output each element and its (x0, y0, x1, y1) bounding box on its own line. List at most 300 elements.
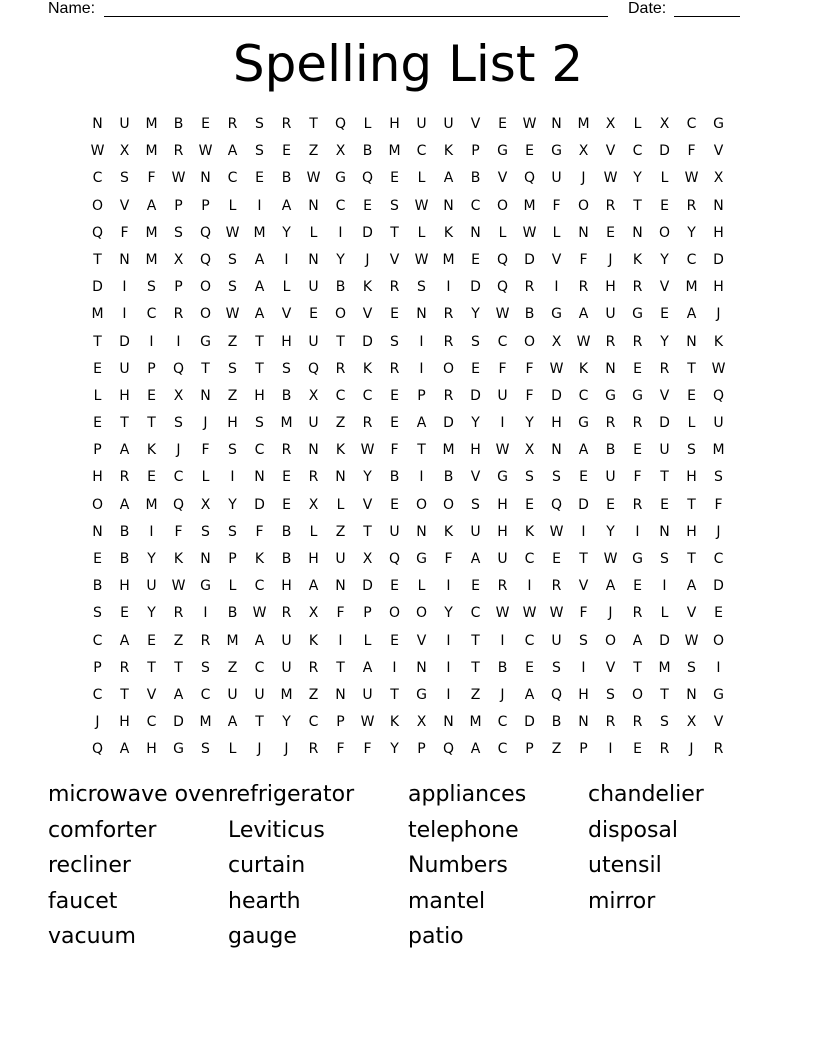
grid-letter: W (90, 143, 105, 160)
grid-letter: A (119, 632, 130, 649)
grid-letter: W (171, 578, 186, 595)
grid-letter: M (442, 251, 455, 268)
grid-letter: J (365, 251, 370, 268)
grid-letter: B (497, 659, 508, 676)
grid-letter: G (605, 387, 616, 404)
grid-letter: Y (147, 551, 156, 567)
grid-letter: R (524, 279, 535, 296)
grid-letter: N (92, 523, 103, 540)
grid-letter: O (199, 279, 212, 296)
grid-letter: Y (471, 415, 480, 432)
grid-letter: S (687, 442, 696, 459)
grid-letter: W (495, 306, 510, 323)
grid-letter: J (608, 605, 613, 622)
grid-letter: P (471, 143, 480, 160)
grid-letter: Q (523, 170, 536, 187)
grid-letter: T (390, 686, 399, 703)
grid-letter: N (254, 469, 265, 486)
grid-letter: V (416, 632, 427, 649)
grid-letter: J (689, 741, 694, 758)
grid-letter: D (173, 714, 184, 731)
grid-letter: Q (172, 496, 185, 513)
grid-letter: H (578, 686, 589, 703)
grid-letter: V (713, 143, 724, 160)
grid-letter: X (119, 143, 130, 160)
grid-letter: R (200, 632, 211, 649)
grid-letter: D (659, 143, 670, 160)
grid-letter: S (228, 360, 237, 377)
grid-letter: U (470, 523, 481, 540)
grid-letter: T (363, 523, 372, 540)
grid-letter: R (173, 306, 184, 323)
grid-letter: C (92, 686, 103, 703)
grid-letter: I (257, 197, 262, 214)
grid-letter: C (713, 551, 724, 567)
grid-letter: W (522, 224, 537, 241)
grid-row (84, 603, 732, 630)
grid-letter: P (417, 741, 426, 758)
grid-letter: O (91, 197, 104, 214)
grid-letter: N (470, 224, 481, 241)
grid-row (84, 277, 732, 304)
grid-letter: N (308, 197, 319, 214)
grid-letter: E (390, 415, 399, 432)
grid-letter: I (149, 523, 154, 540)
grid-letter: B (119, 551, 130, 567)
grid-letter: F (174, 523, 183, 540)
grid-letter: W (603, 170, 618, 187)
grid-letter: C (227, 170, 238, 187)
grid-letter: Z (308, 143, 319, 160)
word-list-item: utensil (588, 853, 662, 878)
grid-letter: T (147, 659, 156, 676)
grid-letter: V (146, 686, 157, 703)
word-list-item (588, 922, 768, 958)
grid-letter: E (633, 578, 642, 595)
grid-letter: I (662, 578, 667, 595)
grid-letter: A (524, 686, 535, 703)
grid-letter: U (713, 415, 724, 432)
grid-letter: L (228, 578, 237, 595)
grid-letter: E (390, 387, 399, 404)
grid-letter: E (390, 578, 399, 595)
grid-letter: I (581, 659, 586, 676)
grid-letter: N (119, 251, 130, 268)
grid-letter: Q (91, 224, 104, 241)
grid-letter: Y (471, 306, 480, 323)
grid-letter: G (551, 143, 562, 160)
grid-letter: E (390, 306, 399, 323)
grid-letter: M (685, 279, 698, 296)
grid-letter: R (389, 360, 400, 377)
grid-letter: D (362, 578, 373, 595)
grid-letter: N (443, 714, 454, 731)
grid-letter: D (551, 387, 562, 404)
grid-letter: L (660, 170, 669, 187)
grid-letter: O (415, 605, 428, 622)
grid-letter: T (660, 469, 669, 486)
grid-letter: R (659, 741, 670, 758)
grid-letter: O (91, 496, 104, 513)
grid-letter: D (470, 387, 481, 404)
grid-letter: M (199, 714, 212, 731)
grid-letter: S (255, 116, 264, 132)
grid-letter: F (336, 605, 345, 622)
grid-letter: C (173, 469, 184, 486)
grid-letter: T (255, 333, 264, 350)
grid-letter: R (281, 116, 292, 132)
grid-row (84, 250, 732, 277)
grid-letter: A (281, 197, 292, 214)
grid-letter: D (659, 415, 670, 432)
grid-letter: W (414, 251, 429, 268)
grid-letter: B (173, 116, 184, 132)
grid-letter: E (390, 496, 399, 513)
grid-letter: T (201, 360, 210, 377)
grid-letter: H (497, 496, 508, 513)
grid-letter: J (581, 170, 586, 187)
grid-letter: C (497, 333, 508, 350)
grid-letter: F (363, 741, 372, 758)
grid-letter: I (230, 469, 235, 486)
grid-letter: W (684, 170, 699, 187)
grid-letter: G (497, 469, 508, 486)
grid-letter: M (712, 442, 725, 459)
grid-letter: Y (606, 523, 615, 540)
grid-letter: I (635, 523, 640, 540)
grid-letter: A (254, 279, 265, 296)
word-list-item: telephone (408, 817, 519, 843)
grid-row (84, 386, 732, 413)
grid-letter: F (390, 442, 399, 459)
grid-letter: C (470, 605, 481, 622)
grid-letter: R (632, 279, 643, 296)
grid-letter: I (527, 578, 532, 595)
grid-letter: C (92, 632, 103, 649)
grid-letter: Q (442, 741, 455, 758)
grid-letter: X (308, 605, 319, 622)
grid-letter: R (713, 741, 724, 758)
grid-letter: O (496, 197, 509, 214)
grid-letter: S (255, 143, 264, 160)
grid-letter: Y (390, 741, 399, 758)
grid-letter: O (442, 360, 455, 377)
word-list-item: disposal (588, 817, 679, 843)
grid-letter: T (471, 632, 480, 649)
grid-letter: T (579, 551, 588, 567)
grid-letter: W (198, 143, 213, 160)
grid-letter: U (362, 686, 373, 703)
grid-letter: X (605, 116, 616, 132)
grid-letter: C (308, 714, 319, 731)
grid-row (84, 549, 732, 576)
grid-letter: Z (227, 387, 238, 404)
grid-letter: L (363, 116, 372, 132)
grid-letter: I (446, 632, 451, 649)
worksheet-header (48, 0, 748, 20)
grid-letter: M (145, 143, 158, 160)
grid-letter: E (147, 632, 156, 649)
grid-letter: B (443, 469, 454, 486)
grid-letter: H (497, 523, 508, 540)
grid-letter: Y (633, 170, 642, 187)
grid-letter: D (578, 496, 589, 513)
grid-letter: J (257, 741, 262, 758)
grid-letter: Z (308, 686, 319, 703)
grid-letter: W (522, 116, 537, 132)
grid-letter: F (687, 143, 696, 160)
grid-letter: I (419, 469, 424, 486)
grid-letter: V (470, 116, 481, 132)
grid-letter: Q (712, 387, 725, 404)
grid-letter: H (119, 578, 130, 595)
grid-letter: Q (91, 741, 104, 758)
grid-letter: X (524, 442, 535, 459)
date-label: Date: (628, 0, 667, 17)
grid-letter: B (335, 279, 346, 296)
grid-letter: O (199, 306, 212, 323)
grid-letter: R (281, 442, 292, 459)
grid-letter: L (552, 224, 561, 241)
grid-letter: H (686, 469, 697, 486)
grid-letter: C (578, 387, 589, 404)
word-list-item: appliances (408, 782, 527, 807)
grid-letter: C (470, 197, 481, 214)
grid-letter: N (551, 442, 562, 459)
grid-letter: T (309, 116, 318, 132)
grid-letter: C (335, 387, 346, 404)
grid-letter: A (227, 714, 238, 731)
grid-letter: E (201, 116, 210, 132)
grid-letter: F (525, 360, 534, 377)
grid-letter: Q (172, 360, 185, 377)
grid-letter: K (632, 251, 643, 268)
grid-letter: X (335, 143, 346, 160)
grid-letter: O (577, 197, 590, 214)
grid-letter: F (498, 360, 507, 377)
grid-letter: U (308, 279, 319, 296)
grid-letter: E (282, 143, 291, 160)
grid-letter: S (606, 686, 615, 703)
grid-letter: B (227, 605, 238, 622)
grid-letter: Z (551, 741, 562, 758)
grid-letter: R (119, 469, 130, 486)
grid-letter: W (549, 605, 564, 622)
grid-letter: S (390, 197, 399, 214)
grid-letter: A (470, 551, 481, 567)
grid-letter: K (389, 714, 400, 731)
grid-letter: U (281, 632, 292, 649)
grid-letter: N (200, 551, 211, 567)
grid-letter: S (552, 469, 561, 486)
grid-letter: I (500, 415, 505, 432)
grid-letter: N (200, 387, 211, 404)
grid-letter: S (552, 659, 561, 676)
grid-letter: N (443, 197, 454, 214)
grid-letter: U (335, 551, 346, 567)
grid-letter: S (201, 741, 210, 758)
grid-letter: E (525, 143, 534, 160)
date-blank-line (674, 16, 740, 17)
grid-letter: N (308, 251, 319, 268)
grid-letter: U (308, 415, 319, 432)
grid-letter: G (173, 741, 184, 758)
grid-letter: I (338, 224, 343, 241)
grid-letter: A (632, 632, 643, 649)
grid-letter: C (686, 116, 697, 132)
grid-letter: K (173, 551, 184, 567)
grid-letter: V (605, 659, 616, 676)
grid-letter: O (712, 632, 725, 649)
grid-letter: H (713, 224, 724, 241)
word-search-grid (84, 114, 732, 767)
grid-letter: W (711, 360, 726, 377)
grid-letter: O (415, 496, 428, 513)
grid-row (84, 168, 732, 195)
grid-letter: G (200, 578, 211, 595)
grid-letter: C (200, 686, 211, 703)
grid-letter: F (336, 741, 345, 758)
grid-letter: C (92, 170, 103, 187)
grid-letter: P (525, 741, 534, 758)
grid-letter: L (417, 224, 426, 241)
grid-letter: P (174, 279, 183, 296)
grid-letter: S (525, 469, 534, 486)
grid-letter: X (713, 170, 724, 187)
grid-row (84, 467, 732, 494)
grid-letter: G (416, 551, 427, 567)
grid-row (84, 141, 732, 168)
grid-letter: X (578, 143, 589, 160)
grid-letter: E (363, 197, 372, 214)
grid-letter: U (254, 686, 265, 703)
grid-letter: E (282, 469, 291, 486)
word-list-item: Leviticus (228, 817, 325, 843)
grid-letter: V (281, 306, 292, 323)
grid-letter: C (686, 251, 697, 268)
grid-letter: U (497, 551, 508, 567)
grid-letter: L (228, 197, 237, 214)
grid-letter: H (713, 279, 724, 296)
grid-letter: T (660, 686, 669, 703)
grid-letter: N (335, 469, 346, 486)
grid-letter: Z (470, 686, 481, 703)
grid-row (84, 576, 732, 603)
grid-letter: Y (444, 605, 453, 622)
grid-letter: K (335, 442, 346, 459)
grid-letter: X (551, 333, 562, 350)
grid-letter: Q (550, 686, 563, 703)
grid-letter: W (360, 714, 375, 731)
grid-letter: S (660, 714, 669, 731)
grid-letter: A (254, 632, 265, 649)
grid-letter: H (308, 551, 319, 567)
grid-letter: H (119, 387, 130, 404)
grid-letter: A (119, 442, 130, 459)
grid-letter: I (419, 360, 424, 377)
grid-letter: X (173, 251, 184, 268)
grid-letter: U (119, 116, 130, 132)
grid-letter: C (524, 551, 535, 567)
grid-letter: C (146, 306, 157, 323)
grid-letter: Q (199, 224, 212, 241)
grid-letter: G (551, 306, 562, 323)
grid-letter: M (145, 224, 158, 241)
grid-letter: S (471, 333, 480, 350)
grid-letter: U (605, 306, 616, 323)
grid-letter: K (308, 632, 319, 649)
grid-letter: P (363, 605, 372, 622)
grid-letter: R (659, 360, 670, 377)
grid-letter: M (145, 251, 158, 268)
grid-letter: O (334, 306, 347, 323)
grid-letter: A (416, 415, 427, 432)
grid-letter: R (335, 360, 346, 377)
grid-letter: F (714, 496, 723, 513)
grid-letter: H (119, 714, 130, 731)
grid-letter: U (497, 387, 508, 404)
grid-letter: Q (334, 116, 347, 132)
grid-letter: C (497, 741, 508, 758)
grid-letter: Z (335, 415, 346, 432)
grid-row (84, 739, 732, 766)
grid-letter: M (280, 415, 293, 432)
grid-letter: O (442, 496, 455, 513)
grid-letter: E (633, 360, 642, 377)
grid-letter: I (203, 605, 208, 622)
grid-letter: X (686, 714, 697, 731)
grid-letter: R (227, 116, 238, 132)
grid-letter: X (659, 116, 670, 132)
grid-letter: K (524, 523, 535, 540)
grid-letter: G (632, 306, 643, 323)
grid-letter: V (497, 170, 508, 187)
grid-letter: V (389, 251, 400, 268)
grid-letter: N (335, 578, 346, 595)
grid-letter: J (176, 442, 181, 459)
grid-letter: A (578, 306, 589, 323)
grid-letter: E (120, 605, 129, 622)
grid-letter: N (416, 523, 427, 540)
grid-letter: P (228, 551, 237, 567)
grid-letter: H (686, 523, 697, 540)
grid-letter: D (119, 333, 130, 350)
grid-letter: G (578, 415, 589, 432)
grid-letter: E (579, 469, 588, 486)
word-list-item: microwave oven (48, 782, 229, 807)
grid-letter: R (308, 659, 319, 676)
grid-letter: P (336, 714, 345, 731)
grid-letter: B (119, 523, 130, 540)
grid-letter: N (578, 714, 589, 731)
grid-letter: S (687, 659, 696, 676)
grid-letter: T (417, 442, 426, 459)
grid-letter: B (470, 170, 481, 187)
grid-row (84, 658, 732, 685)
grid-letter: I (338, 632, 343, 649)
grid-letter: E (390, 170, 399, 187)
grid-letter: R (605, 197, 616, 214)
grid-letter: R (632, 714, 643, 731)
grid-letter: M (469, 714, 482, 731)
grid-letter: F (633, 469, 642, 486)
grid-letter: K (713, 333, 724, 350)
grid-letter: Q (496, 279, 509, 296)
grid-letter: R (173, 605, 184, 622)
word-list-item: mantel (408, 888, 486, 914)
grid-letter: R (605, 714, 616, 731)
grid-letter: Q (388, 551, 401, 567)
